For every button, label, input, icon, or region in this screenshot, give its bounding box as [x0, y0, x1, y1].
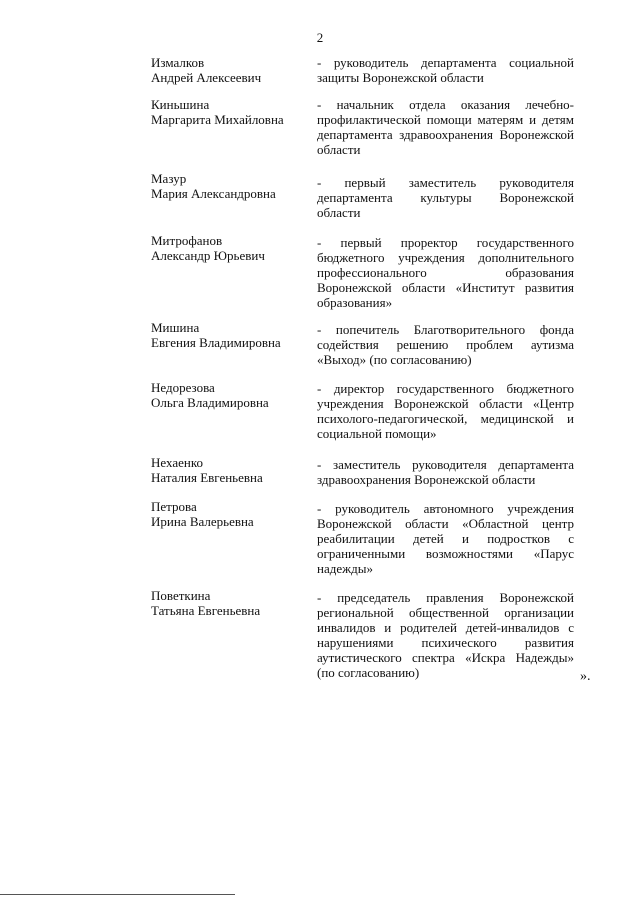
member-name: [151, 320, 301, 350]
role-line: «Выход» (по согласованию): [317, 352, 472, 367]
role-line: Воронежской области «Институт развития: [317, 280, 574, 295]
closing-quote-mark: ».: [580, 669, 591, 684]
page-number: 2: [316, 30, 324, 45]
role-line: учреждения Воронежской области «Центр: [317, 396, 574, 411]
role-line: профессионального образования: [317, 265, 574, 280]
role-line: - директор государственного бюджетного: [317, 381, 574, 396]
role-line: защиты Воронежской области: [317, 70, 484, 85]
member-name: [151, 380, 301, 410]
role-line: области: [317, 142, 361, 157]
member-surname: Петрова: [151, 499, 197, 514]
member-role: [317, 235, 574, 310]
role-line: ограниченными возможностями «Парус: [317, 546, 574, 561]
member-name: [151, 55, 301, 85]
role-line: бюджетного учреждения дополнительного: [317, 250, 574, 265]
role-line: (по согласованию): [317, 665, 420, 680]
member-given-names: Татьяна Евгеньевна: [151, 603, 261, 618]
role-line: инвалидов и родителей детей-инвалидов с: [317, 620, 574, 635]
member-role: [317, 381, 574, 441]
role-line: - попечитель Благотворительного фонда: [317, 322, 574, 337]
member-surname: Киньшина: [151, 97, 210, 112]
role-line: реабилитации детей и подростков с: [317, 531, 574, 546]
member-role: [317, 322, 574, 367]
member-given-names: Александр Юрьевич: [151, 248, 265, 263]
member-name: [151, 233, 301, 263]
member-given-names: Андрей Алексеевич: [151, 70, 262, 85]
role-line: - руководитель автономного учреждения: [317, 501, 574, 516]
role-line: - первый заместитель руководителя: [317, 175, 574, 190]
member-given-names: Евгения Владимировна: [151, 335, 281, 350]
member-given-names: Ирина Валерьевна: [151, 514, 254, 529]
role-line: содействия решению проблем аутизма: [317, 337, 574, 352]
member-surname: Мазур: [151, 171, 187, 186]
role-line: здравоохранения Воронежской области: [317, 472, 536, 487]
member-name: [151, 97, 301, 127]
member-role: [317, 501, 574, 576]
member-role: [317, 175, 574, 220]
role-line: Воронежской области «Областной центр: [317, 516, 574, 531]
role-line: - председатель правления Воронежской: [317, 590, 574, 605]
member-name: [151, 171, 301, 201]
member-surname: Митрофанов: [151, 233, 223, 248]
role-line: нарушениями психического развития: [317, 635, 574, 650]
member-name: [151, 499, 301, 529]
role-line: - начальник отдела оказания лечебно-: [317, 97, 574, 112]
member-given-names: Мария Александровна: [151, 186, 276, 201]
role-line: области: [317, 205, 361, 220]
role-line: - руководитель департамента социальной: [317, 55, 574, 70]
role-line: региональной общественной организации: [317, 605, 574, 620]
role-line: социальной помощи»: [317, 426, 437, 441]
member-role: [317, 55, 574, 85]
role-line: департамента здравоохранения Воронежской: [317, 127, 574, 142]
member-role: [317, 457, 574, 487]
member-surname: Недорезова: [151, 380, 215, 395]
member-role: [317, 590, 574, 680]
member-name: [151, 455, 301, 485]
member-role: [317, 97, 574, 157]
role-line: надежды»: [317, 561, 373, 576]
role-line: профилактической помощи матерям и детям: [317, 112, 574, 127]
page-bottom-rule: [0, 894, 235, 895]
member-given-names: Наталия Евгеньевна: [151, 470, 263, 485]
role-line: департамента культуры Воронежской: [317, 190, 574, 205]
member-name: [151, 588, 301, 618]
member-given-names: Маргарита Михайловна: [151, 112, 284, 127]
member-surname: Измалков: [151, 55, 205, 70]
member-surname: Поветкина: [151, 588, 211, 603]
role-line: психолого-педагогической, медицинской и: [317, 411, 574, 426]
member-surname: Мишина: [151, 320, 200, 335]
role-line: - заместитель руководителя департамента: [317, 457, 574, 472]
role-line: - первый проректор государственного: [317, 235, 574, 250]
role-line: аутистического спектра «Искра Надежды»: [317, 650, 574, 665]
member-given-names: Ольга Владимировна: [151, 395, 269, 410]
member-surname: Нехаенко: [151, 455, 203, 470]
role-line: образования»: [317, 295, 393, 310]
